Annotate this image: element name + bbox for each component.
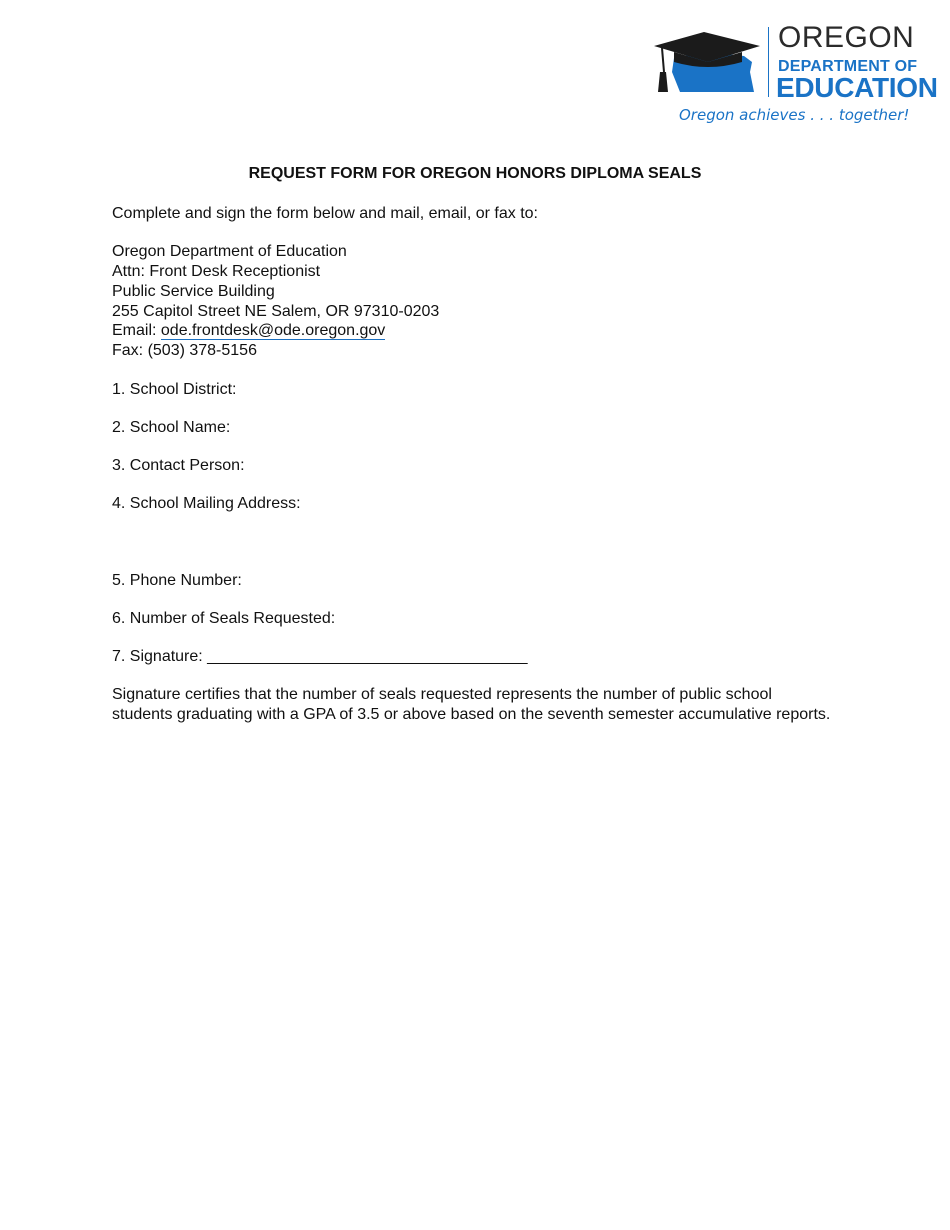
email-label: Email: [112,322,161,339]
field-school-district: 1. School District: [112,381,237,398]
address-street: 255 Capitol Street NE Salem, OR 97310-0203 [112,303,440,320]
address-building: Public Service Building [112,283,275,300]
logo-divider [768,27,769,97]
ode-logo [652,21,938,128]
address-fax: Fax: (503) 378-5156 [112,342,257,359]
field-phone-number: 5. Phone Number: [112,572,242,589]
certification-text: Signature certifies that the number of seals requested represents the number of public school students graduating with a GPA of 3.5 or above based on the seventh semester accumulative reports. [112,686,831,723]
email-link[interactable]: ode.frontdesk@ode.oregon.gov [160,322,386,339]
field-mailing-address: 4. School Mailing Address: [112,495,301,512]
field-seals-requested: 6. Number of Seals Requested: [112,610,336,627]
form-title: REQUEST FORM FOR OREGON HONORS DIPLOMA SEALS [248,165,702,182]
field-signature[interactable]: 7. Signature: ____________________________________ [112,648,528,665]
graduation-cap-oregon-icon [652,32,764,100]
intro-text: Complete and sign the form below and mail, email, or fax to: [112,205,538,222]
logo-education-text: EDUCATION [776,72,938,103]
logo-tagline: Oregon achieves . . . together! [679,106,910,124]
field-school-name: 2. School Name: [112,419,231,436]
field-contact-person: 3. Contact Person: [112,457,245,474]
address-email-line [112,321,385,341]
address-attn: Attn: Front Desk Receptionist [112,263,321,280]
address-org: Oregon Department of Education [112,243,347,260]
logo-oregon-text: OREGON [778,21,915,54]
logo-department-text: DEPARTMENT OF [778,58,918,75]
